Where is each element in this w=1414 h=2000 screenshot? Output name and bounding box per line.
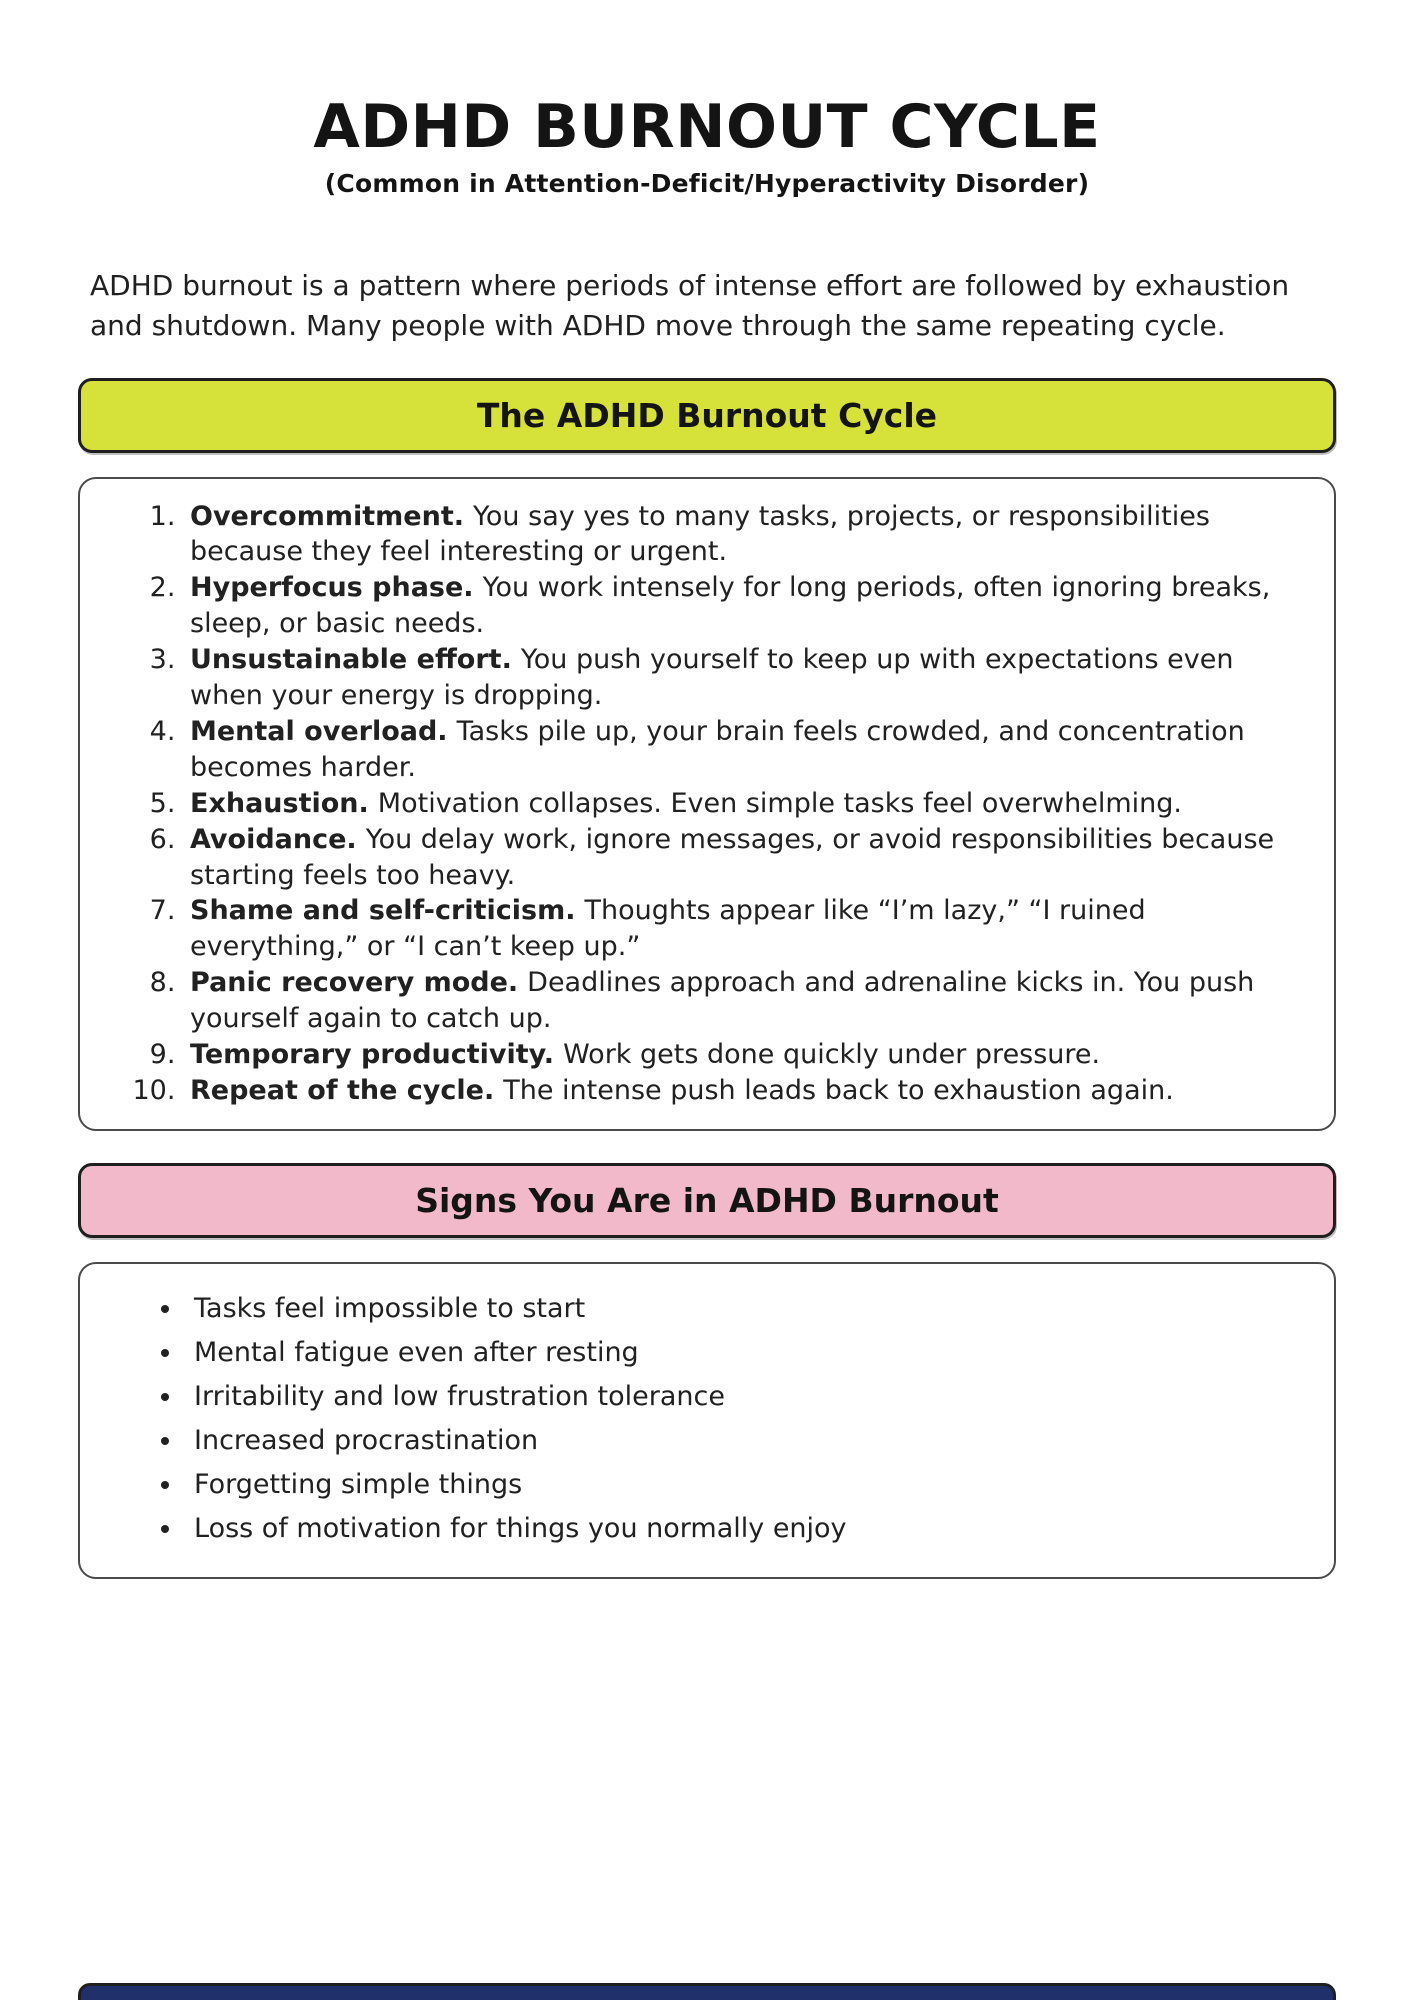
cycle-list (92, 499, 1306, 1109)
signs-box (78, 1262, 1336, 1580)
cycle-heading: The ADHD Burnout Cycle (476, 395, 938, 435)
sign-item: • Forgetting simple things (184, 1467, 1306, 1502)
cycle-step-text: Deadlines approach and adrenaline kicks in. You push yourself again to catch up. (190, 967, 1255, 1035)
cycle-step (184, 786, 1306, 822)
page-subtitle: (Common in Attention-Deficit/Hyperactivity Disorder) (324, 169, 1090, 198)
sign-item: • Increased procrastination (184, 1423, 1306, 1458)
cycle-step-text: The intense push leads back to exhaustion again. (503, 1075, 1174, 1106)
cycle-step-lead: Hyperfocus phase. (190, 572, 474, 604)
sign-item: • Tasks feel impossible to start (184, 1291, 1306, 1326)
cycle-step (184, 714, 1306, 786)
cycle-step-text: Tasks pile up, your brain feels crowded, and concentration becomes harder. (190, 715, 1245, 783)
cycle-step-lead: Unsustainable effort. (190, 644, 512, 676)
cycle-step (184, 499, 1306, 571)
page-title: ADHD BURNOUT CYCLE (313, 92, 1101, 162)
signs-banner (78, 1163, 1336, 1238)
cycle-step-lead: Shame and self-criticism. (190, 895, 576, 927)
next-section-banner-partial (78, 1983, 1336, 2000)
sign-item: • Loss of motivation for things you normally enjoy (184, 1511, 1306, 1546)
cycle-step-text: You push yourself to keep up with expectations even when your energy is dropping. (190, 644, 1234, 712)
cycle-step-text: Motivation collapses. Even simple tasks feel overwhelming. (377, 787, 1182, 819)
cycle-step (184, 642, 1306, 714)
cycle-step-lead: Exhaustion. (190, 787, 369, 819)
cycle-step-text: You delay work, ignore messages, or avoid responsibilities because starting feels too heavy. (190, 823, 1275, 891)
header (78, 0, 1336, 198)
cycle-box (78, 477, 1336, 1131)
signs-list (92, 1291, 1306, 1547)
sign-item: • Mental fatigue even after resting (184, 1335, 1306, 1370)
cycle-step (184, 822, 1306, 894)
cycle-step-text: You say yes to many tasks, projects, or responsibilities because they feel interesting or urgent. (190, 500, 1210, 568)
cycle-step (184, 1037, 1306, 1073)
cycle-step (184, 570, 1306, 642)
cycle-step (184, 965, 1306, 1037)
cycle-step-text: Thoughts appear like “I’m lazy,” “I ruined everything,” or “I can’t keep up.” (190, 895, 1146, 963)
sign-item: • Irritability and low frustration tolerance (184, 1379, 1306, 1414)
cycle-step-text: Work gets done quickly under pressure. (563, 1039, 1101, 1071)
cycle-step-lead: Panic recovery mode. (190, 967, 519, 999)
cycle-step-lead: Mental overload. (190, 715, 448, 747)
cycle-step (184, 1073, 1306, 1109)
cycle-step-text: You work intensely for long periods, often ignoring breaks, sleep, or basic needs. (190, 572, 1271, 640)
cycle-banner (78, 378, 1336, 453)
cycle-step (184, 893, 1306, 965)
cycle-step-lead: Repeat of the cycle. (190, 1075, 495, 1106)
signs-heading: Signs You Are in ADHD Burnout (415, 1180, 999, 1220)
cycle-step-lead: Temporary productivity. (190, 1039, 555, 1071)
cycle-step-lead: Avoidance. (190, 823, 357, 855)
cycle-step-lead: Overcommitment. (190, 500, 464, 532)
intro-paragraph: ADHD burnout is a pattern where periods of intense effort are followed by exhaustion and shutdown. Many people with ADHD move through the same repeating cycle. (90, 269, 1290, 342)
